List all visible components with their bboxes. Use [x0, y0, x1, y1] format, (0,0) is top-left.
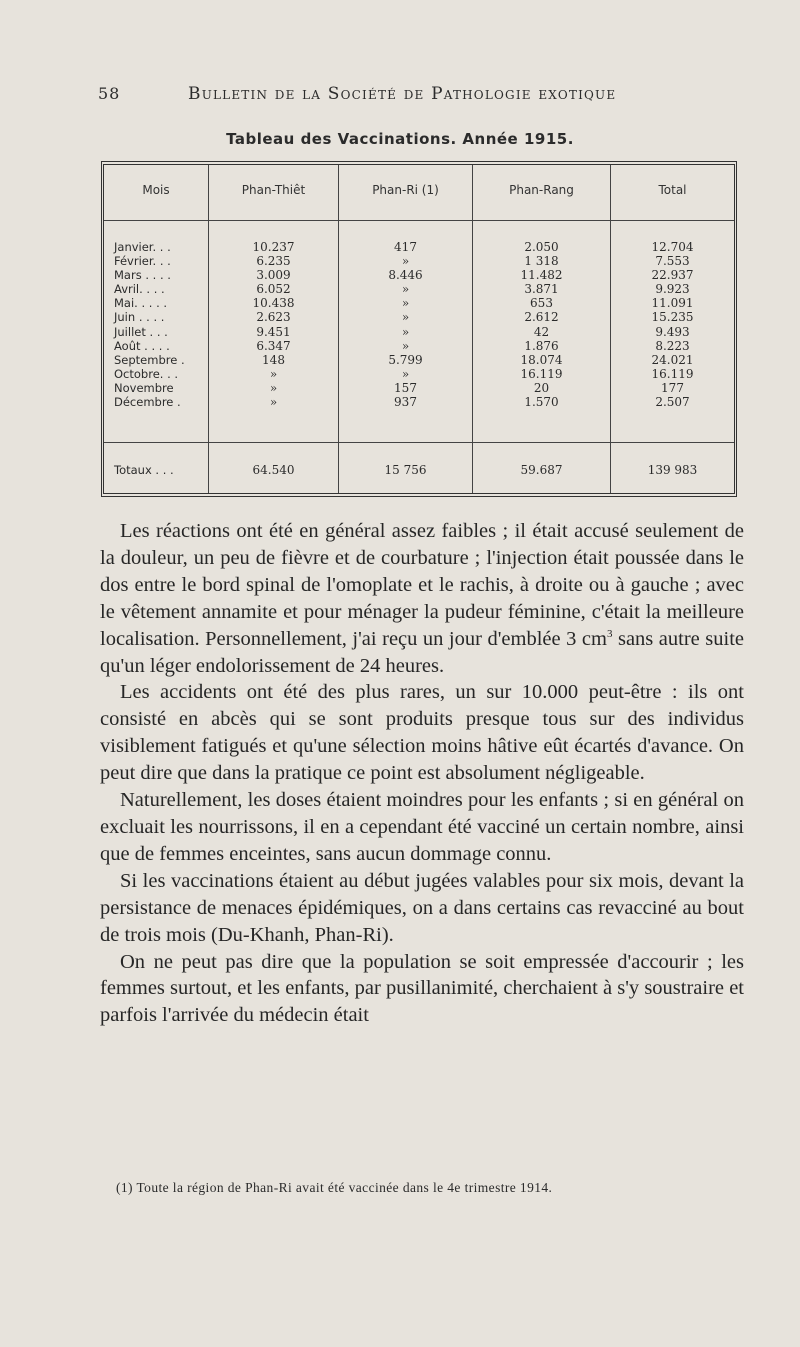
table-cell: 937 — [394, 395, 417, 410]
table-cell: 6.235 — [256, 254, 291, 269]
table-cell: 148 — [262, 352, 285, 367]
running-head — [98, 84, 740, 108]
month-label: Décembre . — [114, 395, 181, 410]
month-label: Août . . . . — [114, 338, 170, 353]
table-cell: » — [269, 395, 278, 410]
table-cell: 24.021 — [651, 352, 694, 367]
column-header-phan-rang: Phan-Rang — [509, 183, 574, 197]
table-cell: 3.871 — [524, 282, 559, 297]
table-cell: 3.009 — [256, 268, 291, 283]
table-cell: 6.052 — [256, 282, 291, 297]
totals-phan-thiet: 64.540 — [252, 463, 295, 477]
table-cell: 42 — [533, 324, 550, 339]
table-cell: 10.237 — [252, 240, 295, 254]
column-header-total: Total — [658, 183, 687, 197]
table-cell: » — [401, 366, 410, 381]
journal-title: Bulletin de la Société de Pathologie exotique — [188, 84, 617, 104]
paragraph: Naturellement, les doses étaient moindres pour les enfants ; si en général on excluait les nourrissons, il en a cependant été vacciné un certain nombre, ainsi que de femmes enceintes, sans aucun dommage connu. — [100, 789, 744, 865]
table-cell: 6.347 — [256, 338, 291, 353]
table-cell: 2.507 — [655, 395, 690, 410]
paragraph: Si les vaccinations étaient au début jugées valables pour six mois, devant la persistance de menaces épidémiques, on a dans certains cas revacciné au bout de trois mois (Du-Khanh, Phan-Ri). — [100, 869, 744, 946]
table-cell: 20 — [533, 380, 550, 395]
table-cell: 1.876 — [524, 338, 559, 353]
month-label: Mars . . . . — [114, 268, 171, 283]
table-cell: 10.438 — [252, 296, 295, 311]
table-cell: 8.223 — [655, 338, 690, 353]
table-cell: 2.612 — [524, 310, 559, 325]
paragraph — [100, 518, 744, 679]
body-text — [100, 518, 744, 1029]
table-cell: 11.482 — [520, 268, 563, 283]
month-label: Novembre — [114, 380, 174, 395]
column-header-phan-ri: Phan-Ri (1) — [372, 183, 439, 197]
phan-thiet-column — [209, 240, 338, 409]
table-cell: » — [401, 338, 410, 353]
table-cell: 11.091 — [651, 296, 694, 311]
column-header-phan-thiet: Phan-Thiêt — [241, 183, 306, 197]
month-label: Juin . . . . — [114, 310, 165, 325]
table-title: Tableau des Vaccinations. Année 1915. — [226, 130, 574, 148]
table-cell: 12.704 — [651, 240, 694, 254]
month-label: Septembre . — [114, 352, 185, 367]
table-cell: 2.623 — [256, 310, 291, 325]
table-cell: 16.119 — [520, 366, 563, 381]
page-number: 58 — [98, 84, 121, 103]
table-cell: 22.937 — [651, 268, 694, 283]
table-cell: 2.050 — [524, 240, 559, 254]
header-rule — [104, 220, 734, 221]
table-cell: » — [401, 282, 410, 297]
table-cell: » — [401, 310, 410, 325]
table-cell: » — [269, 380, 278, 395]
superscript: 3 — [606, 627, 613, 640]
totals-rule — [104, 442, 734, 443]
paragraph: On ne peut pas dire que la population se soit empressée d'accourir ; les femmes surtout, et les enfants, par pusillanimité, cherchaient à s'y soustraire et parfois l'arrivée du médecin était — [100, 950, 744, 1027]
table-cell: » — [269, 366, 278, 381]
table-cell: 9.493 — [655, 324, 690, 339]
paragraph-text: sans autre suite qu'un léger endolorissement de 24 heures. — [100, 627, 745, 677]
paragraph: Les accidents ont été des plus rares, un sur 10.000 peut-être : ils ont consisté en abcès qui se sont produits presque tous sur des individus visiblement fatigués et qu'une sélection moins hâtive eût écartés d'avance. On peut dire que dans la pratique ce point est absolument négligeable. — [100, 681, 744, 785]
footnote: (1) Toute la région de Phan-Ri avait été vaccinée dans le 4e trimestre 1914. — [116, 1180, 553, 1195]
table-cell: 9.451 — [256, 324, 291, 339]
table-cell: 177 — [661, 380, 684, 395]
paragraph-text: Les réactions ont été en général assez faibles ; il était accusé seulement de la douleur, un peu de fièvre et de courbature ; l'injection était poussée dans le dos entre le bord spinal de l'omoplate et le rachis, à droite ou à gauche ; avec le vêtement annamite et pour ménager la pudeur féminine, c'était la meilleure localisation. Personnellement, j'ai reçu un jour d'emblée 3 cm — [100, 520, 744, 650]
table-cell: » — [401, 324, 410, 339]
table-cell: 7.553 — [655, 254, 690, 269]
month-label: Avril. . . . — [114, 282, 165, 297]
phan-ri-column — [339, 240, 472, 409]
totals-total: 139 983 — [647, 463, 698, 477]
table-cell: 653 — [530, 296, 553, 311]
totals-phan-ri: 15 756 — [384, 463, 427, 477]
month-label: Octobre. . . — [114, 366, 179, 381]
table-cell: 16.119 — [651, 366, 694, 381]
month-label: Février. . . — [114, 254, 171, 269]
table-cell: 8.446 — [388, 268, 423, 283]
table-cell: 417 — [394, 240, 417, 254]
column-header-mois: Mois — [142, 183, 170, 197]
table-cell: 157 — [394, 380, 417, 395]
table-cell: 1.570 — [524, 395, 559, 410]
phan-rang-column — [473, 240, 610, 409]
table-cell: 18.074 — [520, 352, 563, 367]
table-cell: » — [401, 296, 410, 311]
table-cell: » — [401, 254, 410, 269]
totals-label: Totaux . . . — [114, 463, 174, 477]
table-cell: 5.799 — [388, 352, 423, 367]
table-cell: 15.235 — [651, 310, 694, 325]
month-column — [114, 240, 214, 409]
total-column — [611, 240, 734, 409]
month-label: Mai. . . . . — [114, 296, 168, 311]
month-label: Juillet . . . — [114, 324, 168, 339]
month-label: Janvier. . . — [114, 240, 171, 254]
table-cell: 1 318 — [524, 254, 559, 269]
vaccination-table — [101, 161, 737, 497]
table-cell: 9.923 — [655, 282, 690, 297]
totals-phan-rang: 59.687 — [520, 463, 563, 477]
